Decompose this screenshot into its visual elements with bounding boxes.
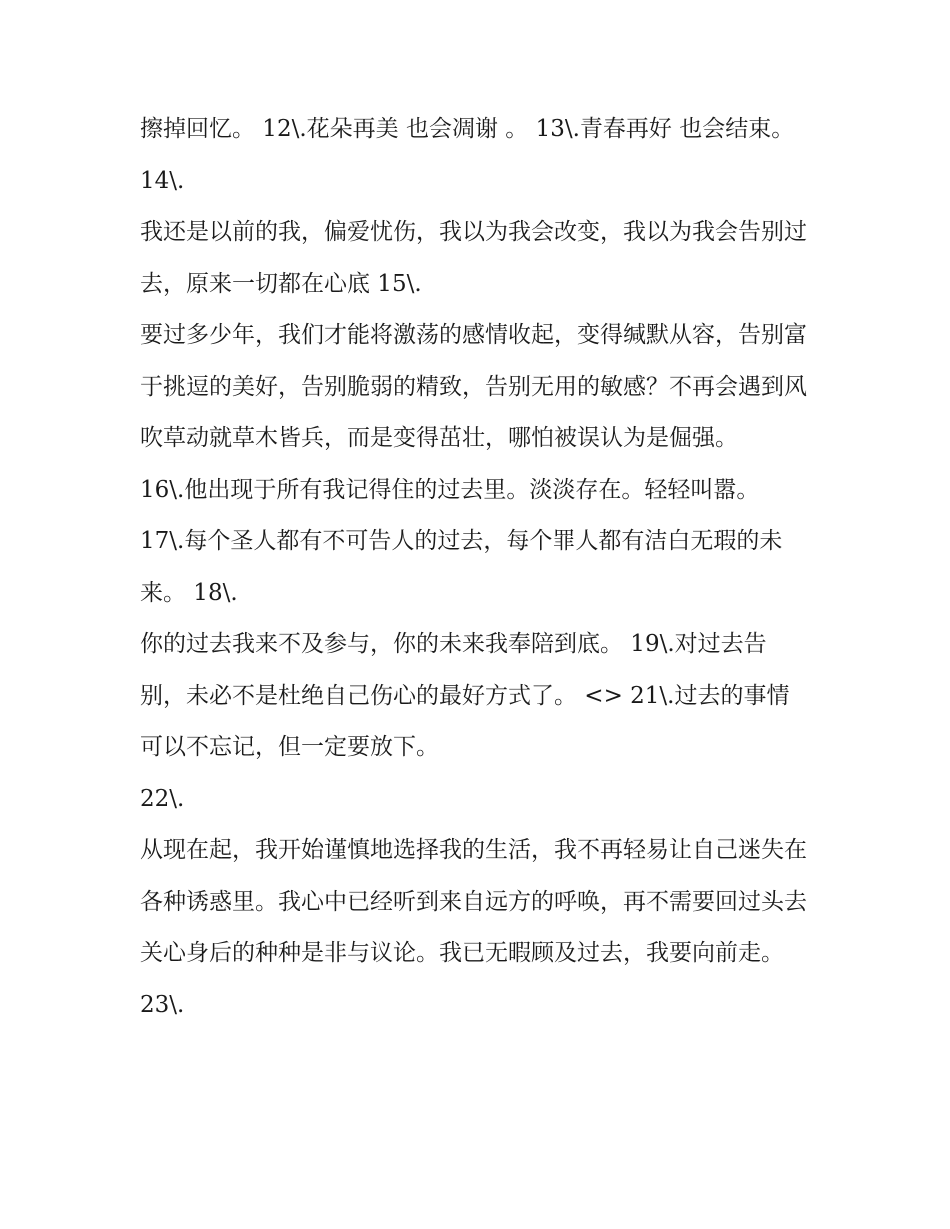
- paragraph-7: 22\.: [140, 785, 185, 812]
- paragraph-1: 擦掉回忆。 12\.花朵再美 也会凋谢 。 13\.青春再好 也会结束。 14\.: [140, 116, 795, 194]
- paragraph-9: 23\.: [140, 991, 185, 1018]
- paragraph-4: 16\.他出现于所有我记得住的过去里。淡淡存在。轻轻叫嚣。: [140, 476, 760, 503]
- paragraph-5: 17\.每个圣人都有不可告人的过去，每个罪人都有洁白无瑕的未来。 18\.: [140, 528, 783, 606]
- paragraph-8: 从现在起，我开始谨慎地选择我的生活，我不再轻易让自己迷失在各种诱惑里。我心中已经听到来自远方的呼唤，再不需要回过头去关心身后的种种是非与议论。我已无暇顾及过去，我要向前走。: [140, 837, 807, 966]
- document-body: [140, 104, 812, 1031]
- paragraph-2: 我还是以前的我，偏爱忧伤，我以为我会改变，我以为我会告别过去，原来一切都在心底 15\.: [140, 219, 807, 297]
- paragraph-3: 要过多少年，我们才能将激荡的感情收起，变得缄默从容，告别富于挑逗的美好，告别脆弱的精致，告别无用的敏感？不再会遇到风吹草动就草木皆兵，而是变得茁壮，哪怕被误认为是倔强。: [140, 322, 807, 451]
- paragraph-6: 你的过去我来不及参与，你的未来我奉陪到底。 19\.对过去告别，未必不是杜绝自己伤心的最好方式了。 <> 21\.过去的事情可以不忘记，但一定要放下。: [140, 631, 790, 760]
